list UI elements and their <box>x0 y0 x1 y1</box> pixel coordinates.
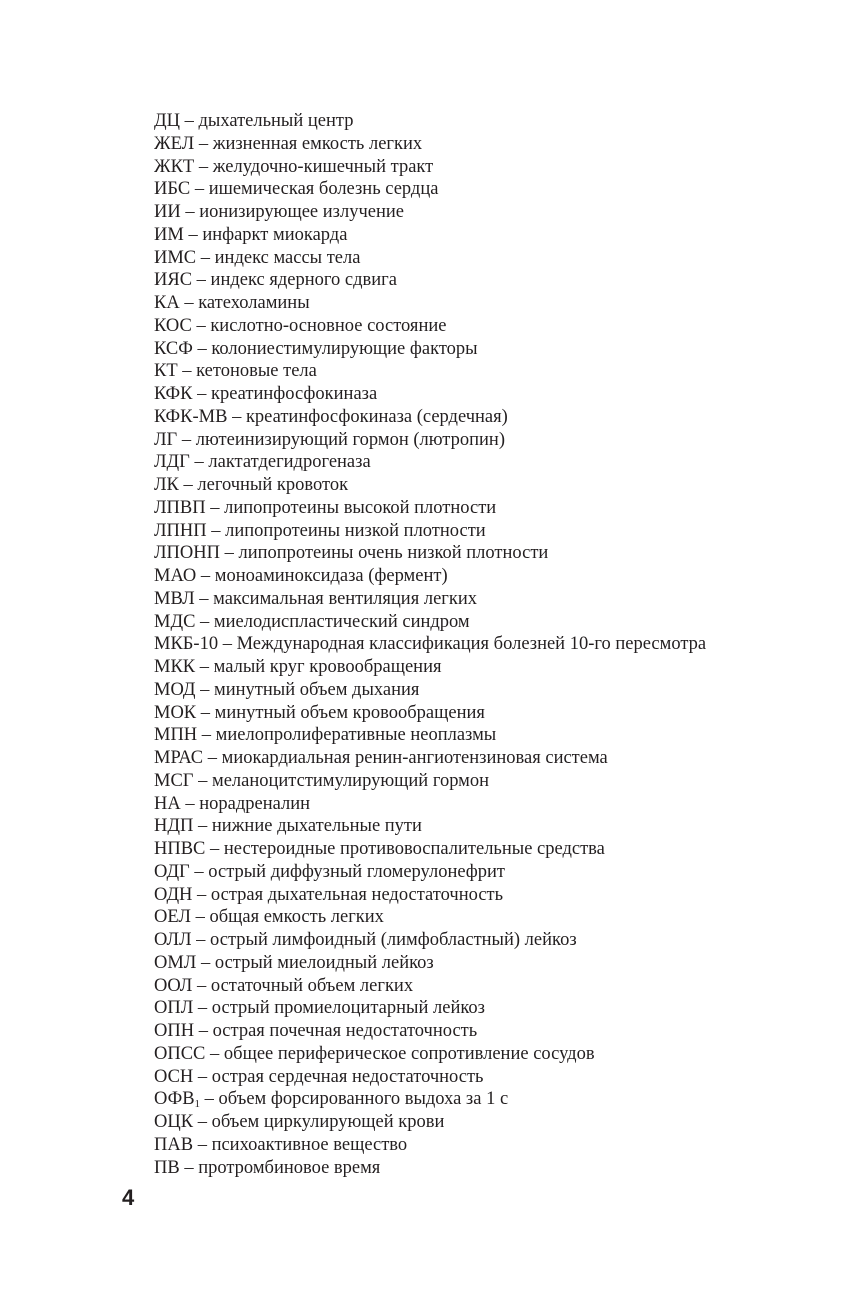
abbreviation-entry <box>154 975 706 998</box>
abbreviation-term: ОМЛ <box>154 952 197 973</box>
abbreviation-separator: – <box>196 702 215 723</box>
abbreviation-definition: желудочно-кишечный тракт <box>212 156 434 177</box>
abbreviation-term: ОЦК <box>154 1112 194 1132</box>
abbreviation-definition: острая сердечная недостаточность <box>211 1066 484 1087</box>
abbreviation-separator: – <box>194 156 213 177</box>
abbreviation-separator: – <box>197 725 216 746</box>
abbreviation-separator: – <box>190 907 210 928</box>
abbreviation-definition: малый круг кровообращения <box>213 657 442 677</box>
abbreviation-term: МОК <box>154 702 197 723</box>
abbreviation-definition: протромбиновое время <box>198 1157 381 1178</box>
abbreviation-term: ПВ <box>154 1157 180 1178</box>
abbreviation-term: ООЛ <box>154 975 193 996</box>
abbreviation-entry <box>154 929 706 952</box>
abbreviation-separator: – <box>196 952 215 973</box>
abbreviation-definition: острый миелоидный лейкоз <box>214 952 434 973</box>
abbreviation-separator: – <box>179 293 199 313</box>
abbreviation-definition: острая дыхательная недостаточность <box>210 884 504 905</box>
abbreviation-definition: жизненная емкость легких <box>212 133 423 154</box>
abbreviation-term: ОЕЛ <box>154 907 191 928</box>
abbreviation-separator: – <box>205 839 224 859</box>
abbreviation-term: ИМ <box>154 224 184 245</box>
abbreviation-term: МКК <box>154 657 196 677</box>
abbreviation-separator: – <box>191 315 211 336</box>
abbreviation-entry <box>154 133 706 156</box>
abbreviation-separator: – <box>193 998 212 1019</box>
abbreviation-term: МДС <box>154 611 196 632</box>
abbreviation-separator: – <box>203 748 222 768</box>
abbreviation-definition: острый лимфоидный (лимфобластный) лейкоз <box>210 930 577 950</box>
abbreviation-separator: – <box>218 634 237 655</box>
abbreviation-entry <box>154 724 706 747</box>
abbreviation-list <box>154 110 706 1179</box>
abbreviation-entry <box>154 406 706 429</box>
abbreviation-term: ИБС <box>154 179 191 200</box>
abbreviation-entry <box>154 793 706 816</box>
abbreviation-definition: липопротеины очень низкой плотности <box>238 543 549 564</box>
abbreviation-definition: острая почечная недостаточность <box>212 1021 478 1041</box>
abbreviation-term: МКБ-10 <box>154 634 219 655</box>
abbreviation-entry <box>154 633 706 656</box>
abbreviation-definition: объем циркулирующей крови <box>211 1112 445 1132</box>
abbreviation-entry <box>154 201 706 224</box>
abbreviation-entry <box>154 224 706 247</box>
abbreviation-definition: индекс массы тела <box>214 247 361 268</box>
abbreviation-definition: минутный объем дыхания <box>214 679 420 700</box>
abbreviation-separator: – <box>192 884 211 905</box>
abbreviation-definition: индекс ядерного сдвига <box>210 270 397 291</box>
abbreviation-separator: – <box>227 406 246 427</box>
abbreviation-definition: ишемическая болезнь сердца <box>208 179 439 200</box>
abbreviation-subscript: 1 <box>194 1098 201 1111</box>
abbreviation-entry <box>154 1111 706 1134</box>
abbreviation-definition: дыхательный центр <box>198 111 354 131</box>
abbreviation-term: ДЦ <box>154 111 180 131</box>
abbreviation-definition: легочный кровоток <box>197 475 349 495</box>
abbreviation-separator: – <box>195 611 214 632</box>
abbreviation-entry <box>154 770 706 793</box>
abbreviation-entry <box>154 565 706 588</box>
abbreviation-separator: – <box>189 861 209 882</box>
abbreviation-entry <box>154 747 706 770</box>
abbreviation-entry <box>154 952 706 975</box>
abbreviation-separator: – <box>178 475 198 495</box>
abbreviation-separator: – <box>193 1066 212 1087</box>
abbreviation-separator: – <box>192 384 211 404</box>
abbreviation-entry <box>154 838 706 861</box>
abbreviation-separator: – <box>194 1021 213 1041</box>
abbreviation-term: ПАВ <box>154 1134 194 1155</box>
abbreviation-separator: – <box>196 566 215 586</box>
abbreviation-definition: кетоновые тела <box>196 361 317 382</box>
abbreviation-separator: – <box>205 1043 224 1064</box>
abbreviation-separator: – <box>195 679 215 700</box>
abbreviation-separator: – <box>192 270 211 291</box>
abbreviation-separator: – <box>193 816 212 837</box>
abbreviation-entry <box>154 451 706 474</box>
abbreviation-entry <box>154 611 706 634</box>
abbreviation-definition: норадреналин <box>199 793 311 814</box>
abbreviation-entry <box>154 520 706 543</box>
abbreviation-separator: – <box>180 793 200 814</box>
abbreviation-entry <box>154 1088 706 1111</box>
abbreviation-term: ЛДГ <box>154 452 190 473</box>
abbreviation-definition: инфаркт миокарда <box>202 224 348 245</box>
abbreviation-separator: – <box>193 1134 212 1155</box>
abbreviation-definition: миелодиспластический синдром <box>213 611 470 632</box>
abbreviation-term: ИЯС <box>154 270 193 291</box>
abbreviation-term: ОФВ <box>154 1089 195 1110</box>
abbreviation-term: ОПЛ <box>154 998 194 1019</box>
abbreviation-entry <box>154 1020 706 1043</box>
abbreviation-separator: – <box>189 452 209 473</box>
abbreviation-term: ОЛЛ <box>154 930 192 950</box>
abbreviation-term: КТ <box>154 361 178 382</box>
abbreviation-separator: – <box>205 497 225 518</box>
abbreviation-separator: – <box>192 975 211 996</box>
abbreviation-entry <box>154 679 706 702</box>
abbreviation-separator: – <box>177 361 197 382</box>
abbreviation-entry <box>154 474 706 497</box>
abbreviation-definition: липопротеины низкой плотности <box>225 520 486 541</box>
abbreviation-entry <box>154 1157 706 1180</box>
abbreviation-term: КА <box>154 293 180 313</box>
abbreviation-term: МСГ <box>154 770 194 791</box>
abbreviation-term: ЛПВП <box>154 497 206 518</box>
abbreviation-separator: – <box>195 657 214 677</box>
abbreviation-separator: – <box>179 1157 199 1178</box>
abbreviation-entry <box>154 1134 706 1157</box>
abbreviation-definition: минутный объем кровообращения <box>214 702 485 723</box>
abbreviation-entry <box>154 269 706 292</box>
abbreviation-definition: лактатдегидрогеназа <box>208 452 371 473</box>
abbreviation-definition: общая емкость легких <box>209 907 384 928</box>
abbreviation-definition: колониестимулирующие факторы <box>211 338 478 359</box>
abbreviation-entry <box>154 588 706 611</box>
abbreviation-separator: – <box>179 111 199 131</box>
abbreviation-entry <box>154 997 706 1020</box>
abbreviation-entry <box>154 338 706 361</box>
abbreviation-separator: – <box>194 133 213 154</box>
abbreviation-definition: креатинфосфокиназа <box>210 384 378 404</box>
abbreviation-entry <box>154 815 706 838</box>
abbreviation-term: ИИ <box>154 202 181 222</box>
page-number: 4 <box>122 1185 135 1210</box>
abbreviation-entry <box>154 497 706 520</box>
abbreviation-term: МОД <box>154 679 196 700</box>
abbreviation-term: ОДН <box>154 884 193 905</box>
abbreviation-term: КОС <box>154 315 192 336</box>
abbreviation-entry <box>154 861 706 884</box>
abbreviation-term: ОДГ <box>154 861 190 882</box>
abbreviation-definition: ионизирующее излучение <box>199 202 404 222</box>
abbreviation-term: НПВС <box>154 839 206 859</box>
abbreviation-entry <box>154 906 706 929</box>
abbreviation-entry <box>154 656 706 679</box>
abbreviation-definition: Международная классификация болезней 10-го пересмотра <box>236 634 707 655</box>
abbreviation-term: ЖКТ <box>154 156 195 177</box>
abbreviation-entry <box>154 156 706 179</box>
abbreviation-term: ЛПНП <box>154 520 207 541</box>
abbreviation-entry <box>154 429 706 452</box>
abbreviation-separator: – <box>180 202 200 222</box>
abbreviation-definition: лютеинизирующий гормон (лютропин) <box>195 429 505 450</box>
abbreviation-definition: катехоламины <box>198 293 310 313</box>
abbreviation-term: КФК <box>154 384 193 404</box>
abbreviation-separator: – <box>194 588 214 609</box>
abbreviation-term: НДП <box>154 816 194 837</box>
abbreviation-entry <box>154 292 706 315</box>
abbreviation-term: ЛГ <box>154 429 178 450</box>
abbreviation-entry <box>154 884 706 907</box>
abbreviation-term: ЛПОНП <box>154 543 220 564</box>
abbreviation-definition: кислотно-основное состояние <box>210 315 447 336</box>
abbreviation-separator: – <box>192 338 212 359</box>
abbreviation-separator: – <box>183 224 203 245</box>
abbreviation-definition: максимальная вентиляция легких <box>213 588 478 609</box>
abbreviation-definition: моноаминоксидаза (фермент) <box>214 566 448 586</box>
abbreviation-definition: остаточный объем легких <box>210 975 414 996</box>
abbreviation-definition: психоактивное вещество <box>211 1134 408 1155</box>
abbreviation-term: ОПСС <box>154 1043 206 1064</box>
abbreviation-entry <box>154 383 706 406</box>
abbreviation-separator: – <box>206 520 226 541</box>
abbreviation-term: КСФ <box>154 338 193 359</box>
abbreviation-separator: – <box>193 1112 212 1132</box>
abbreviation-term: ЖЕЛ <box>154 133 195 154</box>
abbreviation-entry <box>154 247 706 270</box>
abbreviation-definition: меланоцитстимулирующий гормон <box>211 770 490 791</box>
abbreviation-separator: – <box>196 247 215 268</box>
abbreviation-entry <box>154 360 706 383</box>
abbreviation-separator: – <box>193 770 212 791</box>
abbreviation-separator: – <box>220 543 239 564</box>
abbreviation-term: МВЛ <box>154 588 195 609</box>
abbreviation-separator: – <box>200 1089 219 1110</box>
abbreviation-term: МПН <box>154 725 198 746</box>
abbreviation-separator: – <box>190 179 209 200</box>
abbreviation-definition: общее периферическое сопротивление сосудов <box>223 1043 595 1064</box>
abbreviation-definition: нестероидные противовоспалительные средства <box>223 839 605 859</box>
abbreviation-entry <box>154 702 706 725</box>
abbreviation-definition: липопротеины высокой плотности <box>224 497 497 518</box>
abbreviation-term: ЛК <box>154 475 179 495</box>
abbreviation-definition: нижние дыхательные пути <box>211 816 422 837</box>
abbreviation-term: КФК-МВ <box>154 406 228 427</box>
abbreviation-entry <box>154 1043 706 1066</box>
abbreviation-definition: острый диффузный гломерулонефрит <box>208 861 506 882</box>
abbreviation-term: НА <box>154 793 181 814</box>
abbreviation-definition: миокардиальная ренин-ангиотензиновая система <box>221 748 608 768</box>
abbreviation-entry <box>154 178 706 201</box>
abbreviation-definition: креатинфосфокиназа (сердечная) <box>245 406 508 427</box>
abbreviation-definition: объем форсированного выдоха за 1 с <box>218 1089 509 1110</box>
abbreviation-definition: миелопролиферативные неоплазмы <box>215 725 497 746</box>
abbreviation-term: МАО <box>154 566 197 586</box>
abbreviation-entry <box>154 542 706 565</box>
abbreviation-separator: – <box>191 930 211 950</box>
abbreviation-entry <box>154 110 706 133</box>
abbreviation-term: ИМС <box>154 247 197 268</box>
abbreviation-term: ОСН <box>154 1066 194 1087</box>
abbreviation-term: МРАС <box>154 748 204 768</box>
abbreviation-entry <box>154 1066 706 1089</box>
abbreviation-separator: – <box>177 429 196 450</box>
abbreviation-term: ОПН <box>154 1021 195 1041</box>
abbreviation-entry <box>154 315 706 338</box>
abbreviation-definition: острый промиелоцитарный лейкоз <box>211 998 485 1019</box>
